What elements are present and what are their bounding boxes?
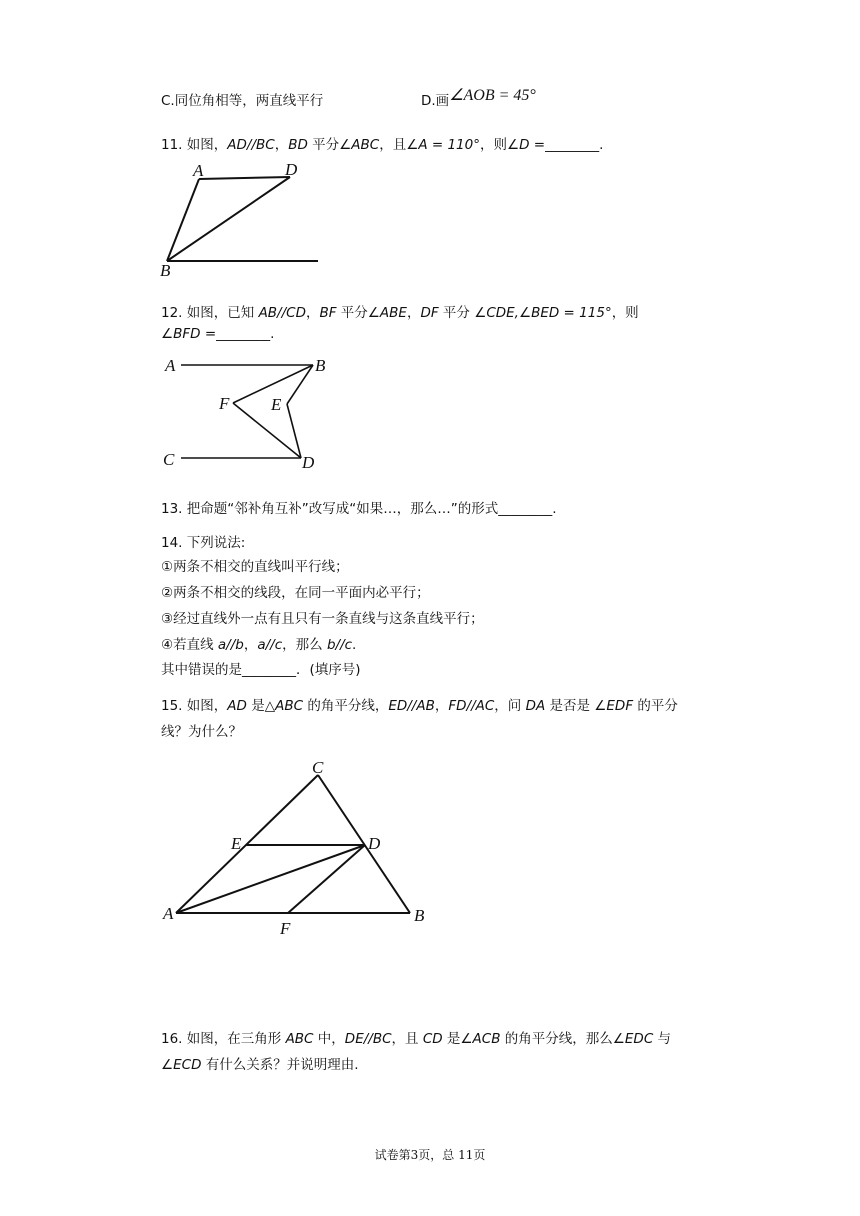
q11-label-b: B [160,261,171,280]
q14-answer: 其中错误的是________．(填序号) [161,662,361,678]
q12-text-line1: 12. 如图，已知 AB//CD，BF 平分∠ABE，DF 平分 ∠CDE,∠BED = 115°，则 [161,305,639,321]
q14-item-3: ③经过直线外一点有且只有一条直线与这条直线平行； [161,611,484,627]
q15-label-b: B [414,906,425,925]
q15-label-c: C [312,758,324,777]
q12-label-d: D [302,453,315,472]
q15-label-f: F [280,919,291,938]
q12-label-a: A [165,356,176,375]
q11-label-a: A [193,161,204,180]
angle-formula: ∠AOB = 45° [449,87,536,104]
q15-text-line2: 线？为什么？ [161,724,242,740]
q14-item-1: ①两条不相交的直线叫平行线； [161,559,349,575]
q14-title: 14. 下列说法: [161,535,246,551]
q10-option-c: C.同位角相等，两直线平行 [161,93,324,109]
q14-item-2: ②两条不相交的线段，在同一平面内必平行； [161,585,430,601]
q12-label-b: B [315,356,326,375]
q10-option-d: D.画∠AOB = 45° [421,87,536,109]
q12-label-c: C [163,450,175,469]
q14-item-4: ④若直线 a//b，a//c，那么 b//c. [161,637,357,653]
q15-segment-ad [176,845,365,913]
q15-text-line1: 15. 如图，AD 是△ABC 的角平分线，ED//AB，FD//AC，问 DA 是否是 ∠EDF 的平分 [161,698,678,714]
q11-label-d: D [285,160,298,179]
q15-label-a: A [163,904,174,923]
q12-label-e: E [271,395,282,414]
q15-segment-fd [288,845,365,913]
q11-text: 11. 如图，AD//BC，BD 平分∠ABC，且∠A = 110°，则∠D =________. [161,137,604,153]
page-footer: 试卷第3页，总 11页 [374,1148,486,1162]
q12-text-line2: ∠BFD =________. [161,326,275,342]
q16-text-line2: ∠ECD 有什么关系？并说明理由. [161,1057,359,1073]
q15-label-d: D [368,834,381,853]
q16-text-line1: 16. 如图，在三角形 ABC 中，DE//BC，且 CD 是∠ACB 的角平分线，那么∠EDC 与 [161,1031,672,1047]
q15-label-e: E [231,834,242,853]
q13-text: 13. 把命题“邻补角互补”改写成“如果…，那么…”的形式________. [161,501,557,517]
q12-label-f: F [219,394,230,413]
